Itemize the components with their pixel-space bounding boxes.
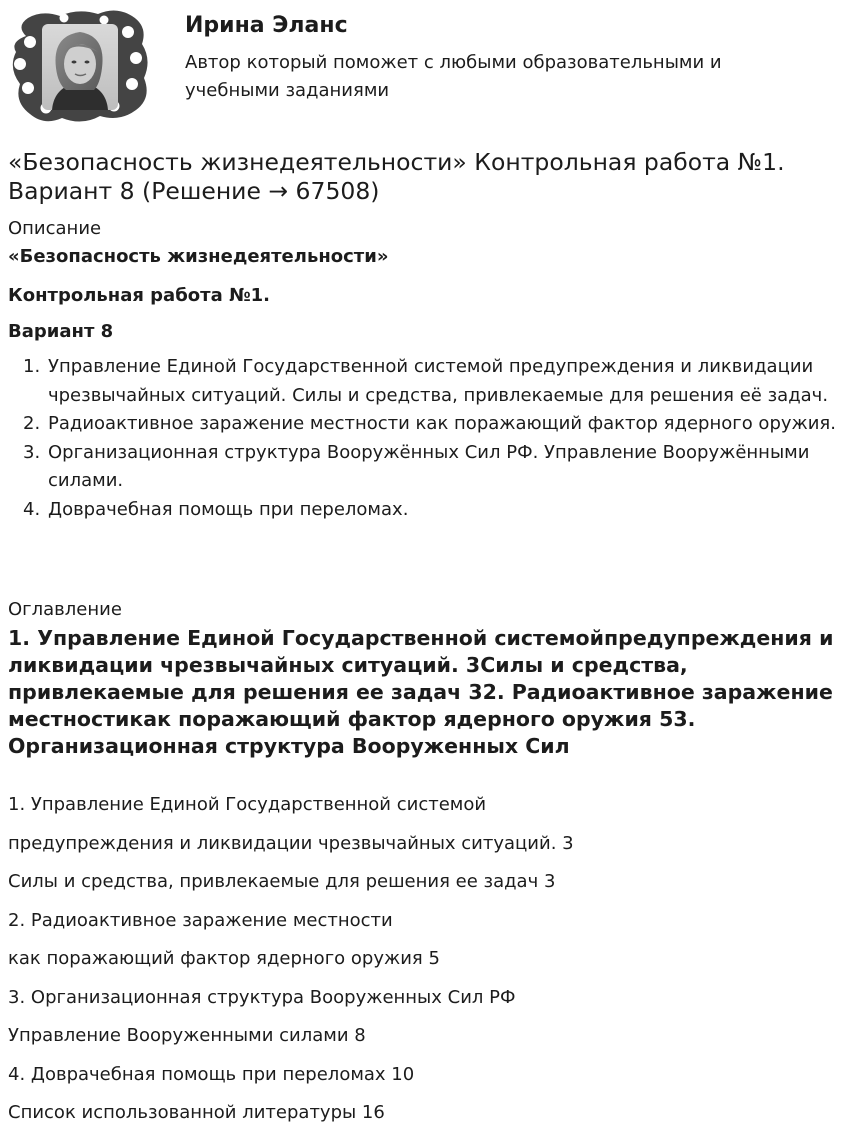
task-item <box>8 410 838 439</box>
toc-heading: 1. Управление Единой Государственной системойпредупреждения и ликвидации чрезвычайных ситуаций. 3Силы и средства, привлекаемые для решения ее задач 32. Радиоактивное заражение местностикак поражающий фактор ядерного оружия 53. Организационная структура Вооруженных Сил <box>8 626 834 758</box>
task-text: Радиоактивное заражение местности как поражающий фактор ядерного оружия. <box>48 413 836 434</box>
toc-line: Силы и средства, привлекаемые для решения ее задач 3 <box>8 871 556 892</box>
toc-line: 2. Радиоактивное заражение местности <box>8 910 393 931</box>
toc-line: 4. Доврачебная помощь при переломах 10 <box>8 1064 415 1085</box>
toc-line: Управление Вооруженными силами 8 <box>8 1025 366 1046</box>
task-text: Организационная структура Вооружённых Сил РФ. Управление Вооружёнными силами. <box>48 441 810 491</box>
task-item <box>8 496 838 525</box>
author-description: Автор который поможет с любыми образовательными и учебными заданиями <box>185 52 722 101</box>
toc-label: Оглавление <box>8 599 122 620</box>
task-item <box>8 353 838 410</box>
task-item <box>8 439 838 496</box>
task-number: 2. <box>23 413 41 434</box>
description-label: Описание <box>8 218 102 239</box>
author-card <box>8 8 838 126</box>
toc-line: Список использованной литературы 16 <box>8 1102 385 1123</box>
page-title: «Безопасность жизнедеятельности» Контрольная работа №1. Вариант 8 (Решение → 67508) <box>8 148 785 205</box>
subject-heading: «Безопасность жизнедеятельности» <box>8 246 389 267</box>
task-list <box>8 353 838 524</box>
author-avatar <box>8 8 150 126</box>
toc-line: 1. Управление Единой Государственной системой <box>8 794 487 815</box>
author-name: Ирина Эланс <box>185 13 348 38</box>
author-photo <box>42 24 118 110</box>
variant-heading: Вариант 8 <box>8 321 114 342</box>
task-number: 3. <box>23 441 41 463</box>
task-number: 1. <box>23 356 41 377</box>
toc-line: предупреждения и ликвидации чрезвычайных ситуаций. 3 <box>8 833 574 854</box>
toc-line: как поражающий фактор ядерного оружия 5 <box>8 948 440 969</box>
task-text: Доврачебная помощь при переломах. <box>48 498 409 520</box>
work-heading: Контрольная работа №1. <box>8 285 271 306</box>
toc-line: 3. Организационная структура Вооруженных Сил РФ <box>8 987 516 1008</box>
task-number: 4. <box>23 498 41 520</box>
task-text: Управление Единой Государственной системой предупреждения и ликвидации чрезвычайных ситуаций. Силы и средства, привлекаемые для решения её задач. <box>48 356 829 406</box>
